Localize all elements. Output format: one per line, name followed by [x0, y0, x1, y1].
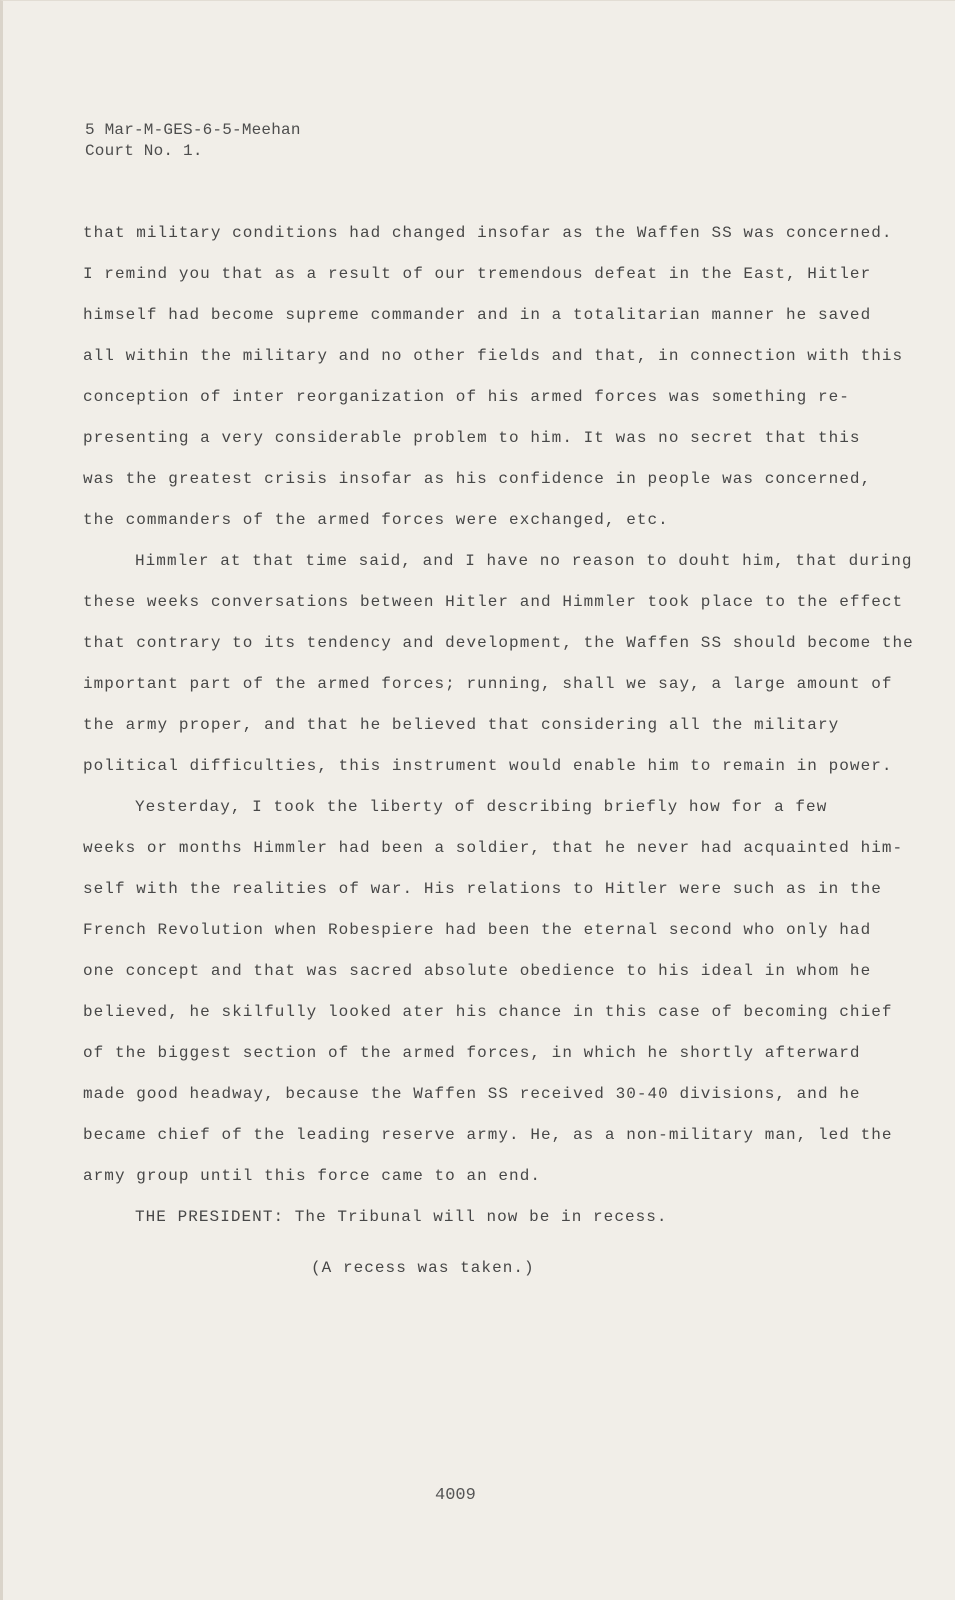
text-line: the army proper, and that he believed that considering all the military — [83, 716, 840, 734]
text-line: that contrary to its tendency and development, the Waffen SS should become the — [83, 634, 914, 652]
text-line: himself had become supreme commander and in a totalitarian manner he saved — [83, 306, 872, 324]
text-line: THE PRESIDENT: The Tribunal will now be in recess. — [135, 1208, 668, 1226]
text-line: Yesterday, I took the liberty of describing briefly how for a few — [135, 798, 828, 816]
text-line: French Revolution when Robespiere had been the eternal second who only had — [83, 921, 872, 939]
text-line: these weeks conversations between Hitler and Himmler took place to the effect — [83, 593, 904, 611]
text-line: important part of the armed forces; running, shall we say, a large amount of — [83, 675, 893, 693]
text-line: was the greatest crisis insofar as his confidence in people was concerned, — [83, 470, 872, 488]
header-reference: 5 Mar-M-GES-6-5-Meehan — [85, 121, 301, 139]
page-header — [85, 120, 301, 162]
text-line: (A recess was taken.) — [311, 1259, 535, 1277]
text-line: weeks or months Himmler had been a soldier, that he never had acquainted him- — [83, 839, 904, 857]
text-line: army group until this force came to an end. — [83, 1167, 542, 1185]
text-line: the commanders of the armed forces were exchanged, etc. — [83, 511, 669, 529]
text-line: political difficulties, this instrument would enable him to remain in power. — [83, 757, 893, 775]
text-line: made good headway, because the Waffen SS received 30-40 divisions, and he — [83, 1085, 861, 1103]
text-line: all within the military and no other fields and that, in connection with this — [83, 347, 904, 365]
text-line: conception of inter reorganization of his armed forces was something re- — [83, 388, 850, 406]
header-court: Court No. 1. — [85, 142, 203, 160]
text-line: believed, he skilfully looked ater his chance in this case of becoming chief — [83, 1003, 893, 1021]
text-line: that military conditions had changed insofar as the Waffen SS was concerned. — [83, 224, 893, 242]
text-line: self with the realities of war. His relations to Hitler were such as in the — [83, 880, 882, 898]
text-line: one concept and that was sacred absolute obedience to his ideal in whom he — [83, 962, 872, 980]
text-line: Himmler at that time said, and I have no reason to douht him, that during — [135, 552, 913, 570]
text-line: of the biggest section of the armed forces, in which he shortly afterward — [83, 1044, 861, 1062]
page-number: 4009 — [435, 1486, 476, 1505]
text-line: I remind you that as a result of our tremendous defeat in the East, Hitler — [83, 265, 872, 283]
text-line: became chief of the leading reserve army. He, as a non-military man, led the — [83, 1126, 893, 1144]
text-line: presenting a very considerable problem to him. It was no secret that this — [83, 429, 861, 447]
